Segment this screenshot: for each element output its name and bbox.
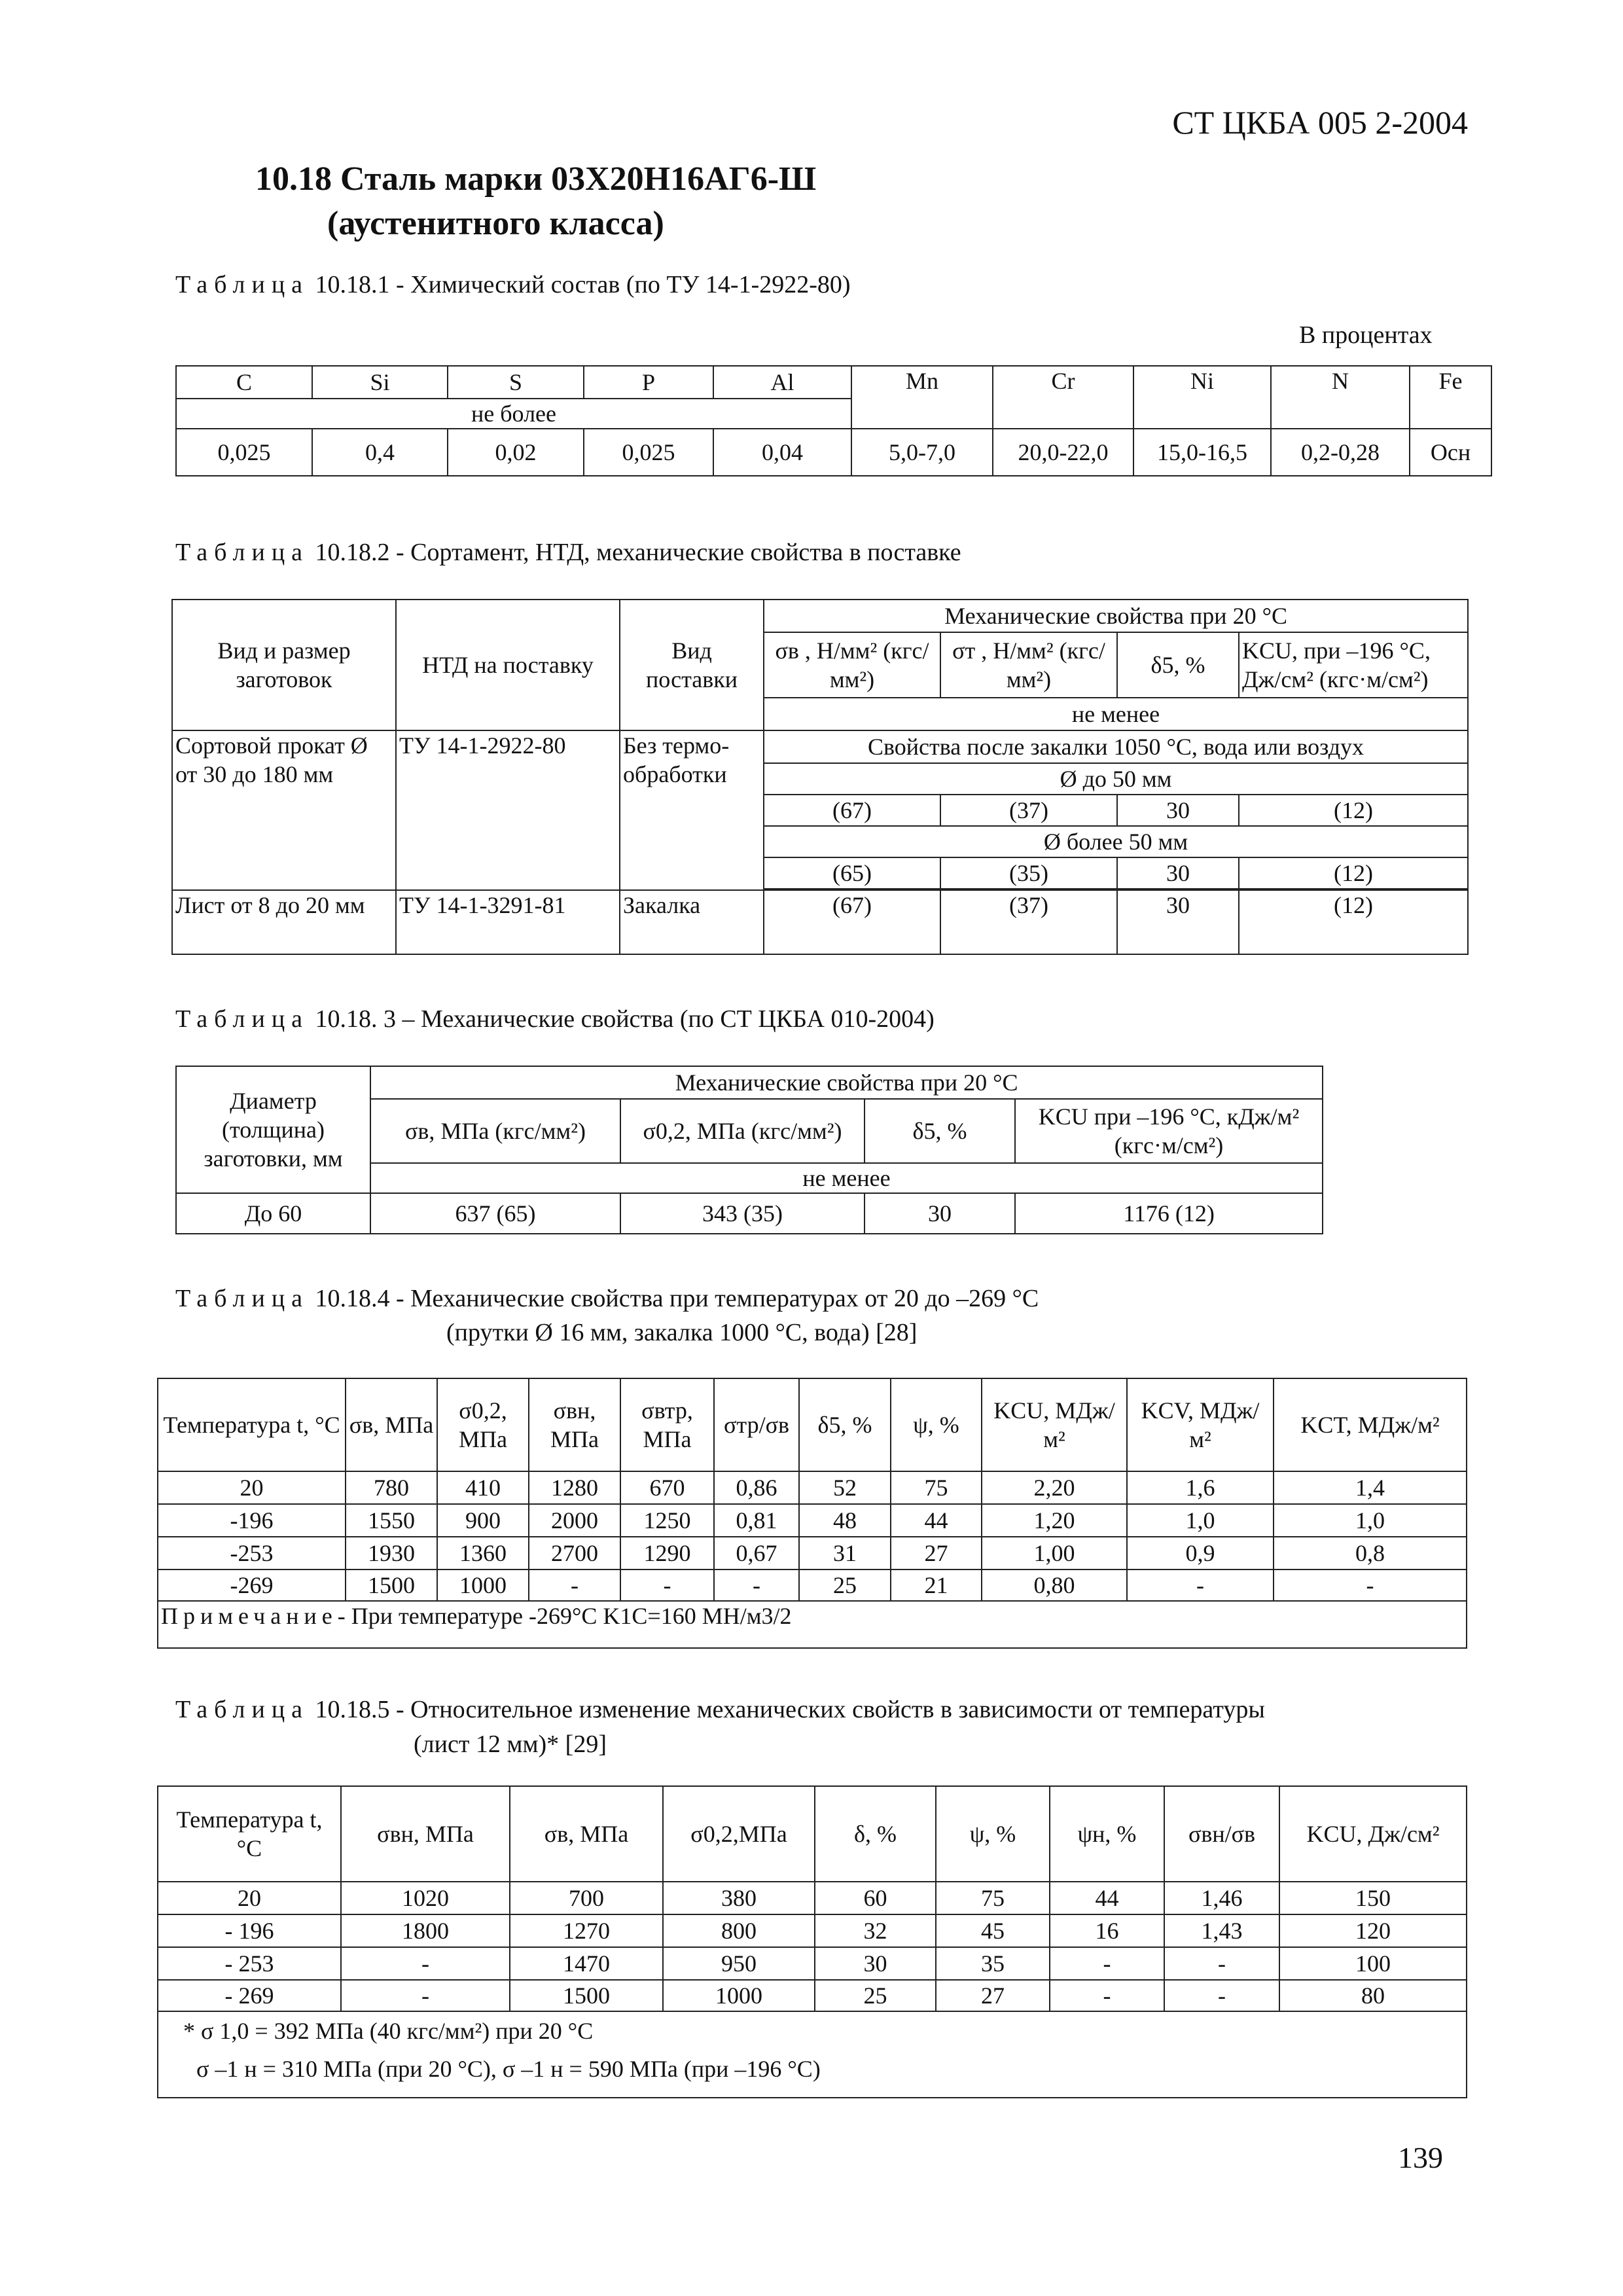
header-sigma-b: σв, МПа (кгс/мм²) [370, 1099, 620, 1163]
table-row [176, 1193, 1323, 1234]
table-cell: 100 [1279, 1947, 1467, 1980]
table-cell: 1,00 [982, 1537, 1127, 1570]
row1-diameter-1: Ø до 50 мм [764, 763, 1468, 795]
table-2-caption [175, 538, 961, 567]
table-cell: 637 (65) [370, 1193, 620, 1234]
table-5-caption [175, 1695, 1265, 1724]
header-size: Вид и размер заготовок [172, 600, 396, 730]
table-cell: 1,4 [1274, 1471, 1467, 1504]
table-row [172, 730, 1468, 763]
table-cell: 1550 [346, 1504, 437, 1537]
row2-ntd: ТУ 14-1-3291-81 [396, 890, 620, 954]
table-row [176, 366, 1491, 399]
table-row [158, 1882, 1467, 1914]
table-cell: -196 [158, 1504, 346, 1537]
header-cell: σв, МПа [510, 1786, 663, 1882]
table-cell: 1360 [437, 1537, 529, 1570]
table-cell: 20 [158, 1882, 341, 1914]
row1-condition: Свойства после закалки 1050 °С, вода или воздух [764, 730, 1468, 763]
table-cell: (12) [1239, 857, 1468, 889]
table-cell: 343 (35) [620, 1193, 865, 1234]
table-3-number: 10.18. 3 [315, 1005, 397, 1033]
header-cell: σтр/σв [714, 1378, 799, 1471]
table-4-note [158, 1601, 1467, 1648]
table-3-label: Таблица [175, 1005, 310, 1033]
header-cell: S [448, 366, 584, 399]
table-3-mechanical-properties [175, 1066, 1323, 1234]
table-1-caption [175, 270, 851, 299]
table-2-number: 10.18.2 [315, 539, 390, 566]
table-cell: (67) [764, 795, 940, 826]
header-diameter: Диаметр (толщина) заготовки, мм [176, 1066, 370, 1193]
table-row [158, 2011, 1467, 2098]
table-3-caption [175, 1005, 935, 1033]
table-cell: - [1164, 1980, 1279, 2011]
table-cell: 0,02 [448, 429, 584, 476]
table-cell: 27 [891, 1537, 982, 1570]
header-sigma-t: σт , Н/мм² (кгс/мм²) [940, 632, 1117, 698]
header-mech: Механические свойства при 20 °С [370, 1066, 1323, 1099]
table-2-label: Таблица [175, 539, 310, 566]
table-cell: 30 [865, 1193, 1015, 1234]
table-4-subtitle: (прутки Ø 16 мм, закалка 1000 °С, вода) [28] [446, 1319, 918, 1346]
header-cell: ψ, % [891, 1378, 982, 1471]
header-cell: σ0,2,МПа [663, 1786, 815, 1882]
row2-size: Лист от 8 до 20 мм [172, 890, 396, 954]
table-cell: 900 [437, 1504, 529, 1537]
header-delta: δ5, % [1117, 632, 1239, 698]
table-cell: 800 [663, 1914, 815, 1947]
table-cell: 31 [799, 1537, 891, 1570]
table-cell: 0,81 [714, 1504, 799, 1537]
table-cell: -253 [158, 1537, 346, 1570]
header-cell: σвн, МПа [529, 1378, 620, 1471]
table-cell: 32 [815, 1914, 936, 1947]
table-cell: 670 [620, 1471, 714, 1504]
header-mech: Механические свойства при 20 °С [764, 600, 1468, 632]
header-cell: P [584, 366, 713, 399]
table-5-subtitle: (лист 12 мм)* [29] [414, 1731, 607, 1758]
header-cell: Ni [1133, 366, 1271, 429]
table-cell: - 253 [158, 1947, 341, 1980]
table-cell: 5,0-7,0 [851, 429, 993, 476]
table-cell: 1930 [346, 1537, 437, 1570]
header-cell: Mn [851, 366, 993, 429]
header-kcu: KCU, при –196 °С, Дж/см² (кгс·м/см²) [1239, 632, 1468, 698]
table-cell: (37) [940, 890, 1117, 954]
header-cell: N [1271, 366, 1410, 429]
header-sigma-b: σв , Н/мм² (кгс/мм²) [764, 632, 940, 698]
table-cell: (12) [1239, 890, 1468, 954]
table-cell: 2700 [529, 1537, 620, 1570]
table-cell: 30 [1117, 857, 1239, 889]
table-row [158, 1601, 1467, 1648]
table-cell: 1,46 [1164, 1882, 1279, 1914]
table-cell: 410 [437, 1471, 529, 1504]
header-cell: σвн, МПа [341, 1786, 510, 1882]
table-cell: 1250 [620, 1504, 714, 1537]
table-cell: 20,0-22,0 [993, 429, 1133, 476]
table-cell: 1020 [341, 1882, 510, 1914]
header-cell: δ, % [815, 1786, 936, 1882]
row2-delivery: Закалка [620, 890, 764, 954]
table-cell: 0,04 [713, 429, 851, 476]
table-cell: - 269 [158, 1980, 341, 2011]
table-cell: 1470 [510, 1947, 663, 1980]
header-cell: Al [713, 366, 851, 399]
section-number: 10.18 [255, 160, 332, 198]
table-row [158, 1504, 1467, 1537]
table-1-label: Таблица [175, 271, 310, 298]
table-4-caption [175, 1284, 1039, 1313]
table-cell: 1,6 [1127, 1471, 1274, 1504]
header-kcu: KCU при –196 °С, кДж/м² (кгс·м/см²) [1015, 1099, 1323, 1163]
table-cell: 1800 [341, 1914, 510, 1947]
table-cell: 1,43 [1164, 1914, 1279, 1947]
document-code: СТ ЦКБА 005 2-2004 [1172, 104, 1468, 141]
table-4-number: 10.18.4 [315, 1285, 390, 1312]
table-cell: 1280 [529, 1471, 620, 1504]
subheader-cell: не более [176, 399, 851, 429]
table-cell: 80 [1279, 1980, 1467, 2011]
table-cell: 21 [891, 1570, 982, 1601]
table-cell: (67) [764, 890, 940, 954]
table-cell: 1,0 [1127, 1504, 1274, 1537]
table-cell: 1176 (12) [1015, 1193, 1323, 1234]
table-cell: (35) [940, 857, 1117, 889]
table-row [158, 1914, 1467, 1947]
table-2-title: - Сортамент, НТД, механические свойства в поставке [396, 539, 961, 566]
table-cell: 30 [815, 1947, 936, 1980]
table-cell: 52 [799, 1471, 891, 1504]
header-cell: Температура t, °С [158, 1378, 346, 1471]
table-cell: (65) [764, 857, 940, 889]
header-cell: Fe [1410, 366, 1491, 429]
table-1-units: В процентах [1299, 321, 1433, 349]
header-cell: σвн/σв [1164, 1786, 1279, 1882]
row1-size: Сортовой прокат Ø от 30 до 180 мм [172, 730, 396, 890]
table-cell: 75 [891, 1471, 982, 1504]
table-cell: 48 [799, 1504, 891, 1537]
section-title [255, 157, 816, 246]
table-5-title: - Относительное изменение механических свойств в зависимости от температуры [396, 1696, 1265, 1723]
table-cell: 1500 [346, 1570, 437, 1601]
table-cell: 25 [815, 1980, 936, 2011]
table-row [158, 1378, 1467, 1471]
header-sigma-02: σ0,2, МПа (кгс/мм²) [620, 1099, 865, 1163]
table-cell: - [529, 1570, 620, 1601]
table-cell: 35 [936, 1947, 1050, 1980]
header-cell: ψн, % [1050, 1786, 1164, 1882]
table-5-relative-change [157, 1785, 1467, 2098]
table-cell: Осн [1410, 429, 1491, 476]
header-cell: Cr [993, 366, 1133, 429]
table-cell: 1000 [663, 1980, 815, 2011]
table-cell: 75 [936, 1882, 1050, 1914]
table-cell: 780 [346, 1471, 437, 1504]
header-cell: KCU, Дж/см² [1279, 1786, 1467, 1882]
table-cell: 44 [1050, 1882, 1164, 1914]
table-cell: 44 [891, 1504, 982, 1537]
table-cell: (12) [1239, 795, 1468, 826]
table-row [176, 1066, 1323, 1099]
table-row [158, 1471, 1467, 1504]
table-cell: 1270 [510, 1914, 663, 1947]
table-cell: 120 [1279, 1914, 1467, 1947]
table-4-title: - Механические свойства при температурах от 20 до –269 °С [396, 1285, 1039, 1312]
table-cell: 0,025 [176, 429, 312, 476]
table-1-chemical-composition [175, 365, 1492, 476]
table-cell: -269 [158, 1570, 346, 1601]
table-row [158, 1947, 1467, 1980]
table-5-number: 10.18.5 [315, 1696, 390, 1723]
table-cell: 0,025 [584, 429, 713, 476]
table-row [158, 1980, 1467, 2011]
page-number: 139 [1398, 2141, 1443, 2174]
table-cell: 950 [663, 1947, 815, 1980]
table-cell: 25 [799, 1570, 891, 1601]
table-cell: 30 [1117, 890, 1239, 954]
table-row [172, 600, 1468, 632]
table-cell: 20 [158, 1471, 346, 1504]
table-cell: До 60 [176, 1193, 370, 1234]
header-delta5: δ5, % [865, 1099, 1015, 1163]
table-row [172, 890, 1468, 954]
header-cell: ψ, % [936, 1786, 1050, 1882]
table-cell: (37) [940, 795, 1117, 826]
table-cell: 1290 [620, 1537, 714, 1570]
table-5-footnote [158, 2011, 1467, 2098]
row1-delivery: Без термо-обработки [620, 730, 764, 890]
table-cell: 0,86 [714, 1471, 799, 1504]
table-cell: 150 [1279, 1882, 1467, 1914]
table-cell: 30 [1117, 795, 1239, 826]
header-cell: σ0,2, МПа [437, 1378, 529, 1471]
header-cell: KCV, МДж/м² [1127, 1378, 1274, 1471]
table-cell: - [1050, 1980, 1164, 2011]
header-not-less: не менее [764, 698, 1468, 730]
table-cell: 0,9 [1127, 1537, 1274, 1570]
footnote-line-2: σ –1 н = 310 МПа (при 20 °С), σ –1 н = 590 МПа (при –196 °С) [196, 2056, 821, 2082]
table-cell: 0,80 [982, 1570, 1127, 1601]
note-label: Примечание [161, 1603, 338, 1629]
table-cell: - [1050, 1947, 1164, 1980]
table-4-low-temperature-properties [157, 1378, 1467, 1649]
header-cell: Температура t, °С [158, 1786, 341, 1882]
section-title-line1: Сталь марки 03Х20Н16АГ6-Ш [340, 160, 817, 198]
table-cell: - [714, 1570, 799, 1601]
table-1-title: - Химический состав (по ТУ 14-1-2922-80) [396, 271, 851, 298]
header-cell: KCT, МДж/м² [1274, 1378, 1467, 1471]
note-text: - При температуре -269°С K1C=160 МН/м3/2 [337, 1603, 792, 1629]
table-cell: - 196 [158, 1914, 341, 1947]
header-cell: σвтр, МПа [620, 1378, 714, 1471]
table-cell: 1,0 [1274, 1504, 1467, 1537]
table-cell: 0,67 [714, 1537, 799, 1570]
table-cell: 15,0-16,5 [1133, 429, 1271, 476]
table-cell: 0,8 [1274, 1537, 1467, 1570]
table-cell: - [1164, 1947, 1279, 1980]
table-2-assortment [171, 599, 1469, 955]
header-ntd: НТД на поставку [396, 600, 620, 730]
table-cell: 1500 [510, 1980, 663, 2011]
row1-diameter-2: Ø более 50 мм [764, 826, 1468, 857]
header-cell: σв, МПа [346, 1378, 437, 1471]
row1-ntd: ТУ 14-1-2922-80 [396, 730, 620, 890]
table-cell: 700 [510, 1882, 663, 1914]
header-cell: KCU, МДж/м² [982, 1378, 1127, 1471]
table-cell: 2000 [529, 1504, 620, 1537]
header-cell: Si [312, 366, 448, 399]
table-cell: 16 [1050, 1914, 1164, 1947]
table-cell: 60 [815, 1882, 936, 1914]
table-row [158, 1537, 1467, 1570]
table-cell: 380 [663, 1882, 815, 1914]
header-delivery: Вид поставки [620, 600, 764, 730]
table-cell: 1000 [437, 1570, 529, 1601]
footnote-line-1: * σ 1,0 = 392 МПа (40 кгс/мм²) при 20 °С [183, 2018, 594, 2044]
table-3-title: – Механические свойства (по СТ ЦКБА 010-2004) [402, 1005, 935, 1033]
table-cell: 45 [936, 1914, 1050, 1947]
table-cell: 27 [936, 1980, 1050, 2011]
table-cell: - [1274, 1570, 1467, 1601]
table-row [158, 1786, 1467, 1882]
table-row [158, 1570, 1467, 1601]
table-4-label: Таблица [175, 1285, 310, 1312]
table-cell: - [620, 1570, 714, 1601]
table-cell: - [341, 1947, 510, 1980]
table-cell: - [341, 1980, 510, 2011]
table-cell: 1,20 [982, 1504, 1127, 1537]
header-not-less: не менее [370, 1163, 1323, 1193]
table-cell: 2,20 [982, 1471, 1127, 1504]
table-1-number: 10.18.1 [315, 271, 390, 298]
table-cell: 0,2-0,28 [1271, 429, 1410, 476]
header-cell: C [176, 366, 312, 399]
table-cell: - [1127, 1570, 1274, 1601]
section-title-line2: (аустенитного класса) [327, 205, 664, 242]
table-cell: 0,4 [312, 429, 448, 476]
header-cell: δ5, % [799, 1378, 891, 1471]
table-row [176, 429, 1491, 476]
table-5-label: Таблица [175, 1696, 310, 1723]
